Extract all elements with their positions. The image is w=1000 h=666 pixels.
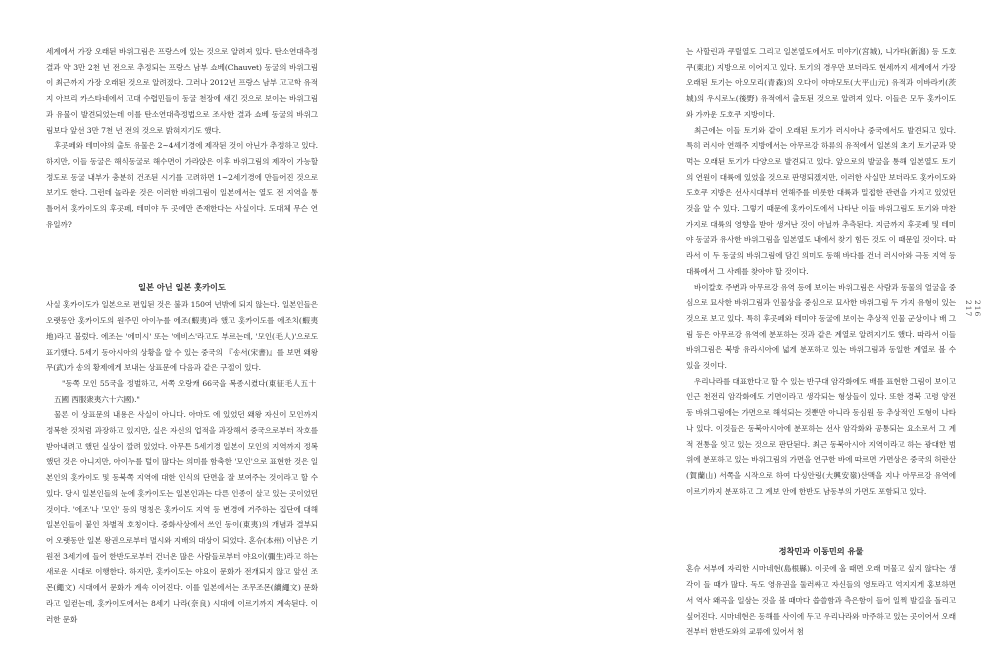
page-number-left: 216 <box>973 300 982 318</box>
section-heading: 일본 아닌 일본 홋카이도 <box>138 282 226 293</box>
right-page <box>500 0 1000 666</box>
left-text-column <box>46 44 318 627</box>
paragraph: 최근에는 이들 토기와 같이 오래된 토기가 러시아나 중국에서도 발견되고 있다. 특히 러시아 연해주 지방에서는 아무르강 하류의 유적에서 일본의 초기 토기군과 맞먹는 오래된 토기가 다양으로 발견되고 있다. 앞으로의 발굴을 통해 일본열도 토기의 연원이 대륙에 있었을 것으로 판명되겠지만, 이러한 사실만 보더라도 홋카이도와 도호쿠 지방은 선사시대부터 연해주를 비롯한 대륙과 밀접한 관련을 가지고 있었던 것을 알 수 있다. 그렇기 때문에 홋카이도에서 나타난 이들 바위그림도 토기와 마찬가지로 대륙의 영향을 받아 생겨난 것이 아닐까 추측된다. 지금까지 후곳페 및 테미야 동굴과 유사한 바위그림을 일본열도 내에서 찾기 힘든 것도 이 때문일 것이다. 따라서 이 두 동굴의 바위그림에 담긴 의미도 동해 바다를 건너 러시아와 극동 지역 등 대륙에서 그 사례를 찾아야 할 것이다. <box>686 125 956 276</box>
paragraph: 바이칼호 주변과 아무르강 유역 등에 보이는 바위그림은 사람과 동물의 얼굴을 중심으로 묘사한 바위그림과 인물상을 중심으로 묘사한 바위그림 두 가지 유형이 있는 것으로 보고 있다. 특히 후곳페와 테미야 동굴에 보이는 추상적 인물 군상이나 배 그림 등은 아무르강 유역에 분포하는 것과 같은 계열로 알려지기도 했다. 따라서 이들 바위그림은 북방 유라시아에 넓게 분포하고 있는 바위그림과 동일한 계열로 볼 수 있을 것이다. <box>686 282 956 371</box>
paragraph: 우리나라를 대표한다고 할 수 있는 반구대 암각화에도 배를 표현한 그림이 보이고 인근 천전리 암각화에도 기면이라고 생각되는 형상들이 있다. 또한 경북 고령 양전동 바위그림에는 가면으로 해석되는 것뿐만 아니라 동심원 등 추상적인 도형이 나타나 있다. 이것들은 동북아시아에 분포하는 선사 암각화와 공통되는 요소로서 그 계적 전통을 잇고 있는 것으로 판단된다. 최근 동북아시아 지역이라고 하는 광대한 범위에 분포하고 있는 바위그림의 가면을 연구한 바에 따르면 가면상은 중국의 허란산(賀蘭山) 서쪽을 시작으로 하여 다싱안링(大興安嶺)산맥을 지나 아무르강 유역에 이르기까지 분포하고 그 계보 안에 한반도 남동부의 가면도 포함되고 있다. <box>686 376 956 496</box>
right-text-column <box>686 44 956 640</box>
paragraph: 혼슈 서부에 자리한 시마네현(島根縣). 이곳에 올 때면 오래 머물고 싶지 않다는 생각이 들 때가 많다. 독도 영유권을 둘러싸고 자신들의 영토라고 억지지게 홍보하면서 역사 왜곡을 일삼는 것을 볼 때마다 씁쓸함과 측은함이 들어 일찍 발길을 돌리고 싶어진다. 시마네현은 동해를 사이에 두고 우리나라와 마주하고 있는 곳이어서 오래전부터 한반도와의 교류에 있어서 첨 <box>686 564 956 637</box>
paragraph: 세계에서 가장 오래된 바위그림은 프랑스에 있는 것으로 알려져 있다. 탄소연대측정 결과 약 3만 2천 년 전으로 추정되는 프랑스 남부 쇼베(Chauvet) 동굴의 바위그림이 최근까지 가장 오래된 것으로 알려졌다. 그러나 2012년 프랑스 남부 고고학 유적지 아브리 카스타네에서 고대 수렵민들이 동굴 천장에 새긴 것으로 보이는 바위그림과 유물이 발견되었는데 이를 탄소연대측정법으로 조사한 결과 쇼베 동굴의 바위그림보다 앞선 3만 7천 년 전의 것으로 밝혀지기도 했다. <box>46 47 318 135</box>
paragraph: 사실 홋카이도가 일본으로 편입된 것은 불과 150여 년밖에 되지 않는다. 일본인들은 오랫동안 홋카이도의 원주민 아이누를 에조(蝦夷)라 했고 홋카이도를 에조치(蝦夷地)라고 불렀다. 에조는 '에미시' 또는 '에비스'라고도 부르는데, '모인(毛人)'으로도 표기했다. 5세기 동아시아의 상황을 알 수 있는 중국의 『송서(宋書)』를 보면 왜왕 무(武)가 송의 황제에게 보내는 상표문에 다음과 같은 구절이 있다. <box>46 300 318 373</box>
paragraph: 는 사할린과 쿠릴열도 그리고 일본열도에서도 미야기(宮城), 니가타(新潟) 등 도호쿠(東北) 지방으로 이어지고 있다. 토기의 경우만 보더라도 현세까지 세계에서 가장 오래된 토기는 아오모리(青森)의 오다이 야마모토(大平山元) 유적과 이바라키(茨城)의 우시로노(後野) 유적에서 출토된 것으로 알려져 있다. 이들은 모두 홋카이도와 가까운 도호쿠 지방이다. <box>686 47 956 119</box>
section-heading: 정착민과 이동민의 유물 <box>778 546 864 557</box>
quotation: "동쪽 모인 55국을 정벌하고, 서쪽 오랑캐 66국을 복종시켰다(東征毛人五十五國 西服衆夷六十六國)." <box>54 378 316 404</box>
page-number-right: 217 <box>964 300 973 318</box>
paragraph: 물론 이 상표문의 내용은 사실이 아니다. 아마도 에 있었던 왜왕 자신이 모인까지 정복한 것처럼 과장하고 있지만, 실은 자신의 업적을 과장해서 중국으로부터 작호를 받아내려고 했던 실상이 깔려 있었다. 아무튼 5세기경 일본이 모인의 지역까지 정복했던 것은 아니지만, 아이누를 털이 많다는 의미를 함축한 '모인'으로 표현한 것은 일본인의 홋카이도 및 동북쪽 지역에 대한 인식의 단면을 잘 보여주는 것이라고 할 수 있다. 당시 일본인들의 눈에 홋카이도는 일본인과는 다른 인종이 살고 있는 곳이었던 것이다. '에조'나 '모인' 등의 명칭은 홋카이도 지역 등 변경에 거주하는 집단에 대해 일본인들이 붙인 차별적 호칭이다. 중화사상에서 쓰인 동이(東夷)의 개념과 결부되어 오랫동안 일본 왕권으로부터 멸시와 지배의 대상이 되었다. 혼슈(本州) 이남은 기원전 3세기에 들어 한반도로부터 건너온 많은 사람들로부터 야요이(彌生)라고 하는 새로운 시대로 이행한다. 하지만, 홋카이도는 야요이 문화가 전개되지 않고 앞선 조몬(繩文) 시대에서 문화가 계속 이어진다. 이를 일본에서는 조무조몬(續繩文) 문화라고 일컫는데, 홋카이도에서는 8세기 나라(奈良) 시대에 이르기까지 계속된다. 이러한 문화 <box>46 410 318 624</box>
paragraph: 후곳페와 테미야의 출토 유물은 2~4세기경에 제작된 것이 아닌가 추정하고 있다. 하지만, 이들 동굴은 해식동굴로 해수면이 가라앉은 이후 바위그림의 제작이 가능할 정도로 동굴 내부가 충분히 건조된 시기를 고려하면 1~2세기경에 만들어진 것으로 보기도 한다. 그런데 놀라운 것은 이러한 바위그림이 일본에서는 열도 전 지역을 통틀어서 홋카이도의 후곳페, 테미야 두 곳에만 존재한다는 사실이다. 도대체 무슨 연유일까? <box>46 141 318 229</box>
page-numbers <box>964 300 982 325</box>
